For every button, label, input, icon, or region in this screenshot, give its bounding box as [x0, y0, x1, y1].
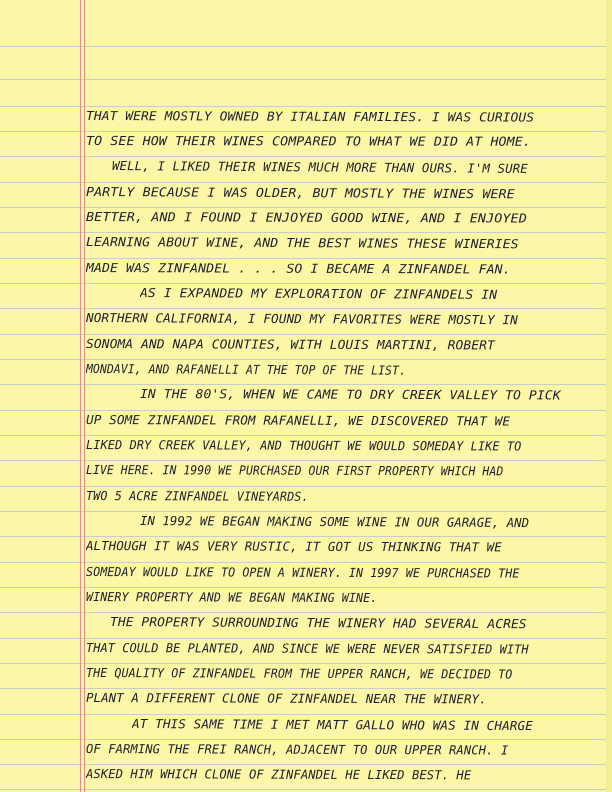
- text-line: IN THE 80'S, WHEN WE CAME TO DRY CREEK VALLEY TO PICK: [139, 386, 561, 403]
- text-line: OF FARMING THE FREI RANCH, ADJACENT TO OUR UPPER RANCH. I: [85, 741, 509, 758]
- text-line: PARTLY BECAUSE I WAS OLDER, BUT MOSTLY THE WINES WERE: [85, 184, 515, 202]
- text-line: LIKED DRY CREEK VALLEY, AND THOUGHT WE WOULD SOMEDAY LIKE TO: [85, 437, 522, 454]
- text-line: THAT COULD BE PLANTED, AND SINCE WE WERE NEVER SATISFIED WITH: [85, 640, 529, 657]
- text-line: PLANT A DIFFERENT CLONE OF ZINFANDEL NEAR THE WINERY.: [85, 690, 487, 707]
- text-line: NORTHERN CALIFORNIA, I FOUND MY FAVORITES WERE MOSTLY IN: [85, 310, 518, 328]
- text-line: THE QUALITY OF ZINFANDEL FROM THE UPPER RANCH, WE DECIDED TO: [85, 665, 513, 682]
- text-line: MADE WAS ZINFANDEL . . . SO I BECAME A ZINFANDEL FAN.: [85, 260, 511, 277]
- text-line: AS I EXPANDED MY EXPLORATION OF ZINFANDELS IN: [139, 285, 498, 302]
- text-line: UP SOME ZINFANDEL FROM RAFANELLI, WE DISCOVERED THAT WE: [85, 412, 511, 429]
- text-line: ALTHOUGH IT WAS VERY RUSTIC, IT GOT US THINKING THAT WE: [85, 538, 502, 555]
- text-line: LIVE HERE. IN 1990 WE PURCHASED OUR FIRST PROPERTY WHICH HAD: [85, 462, 504, 479]
- text-line: THE PROPERTY SURROUNDING THE WINERY HAD SEVERAL ACRES: [109, 614, 527, 632]
- text-line: ASKED HIM WHICH CLONE OF ZINFANDEL HE LIKED BEST. HE: [85, 766, 472, 783]
- text-line: SOMEDAY WOULD LIKE TO OPEN A WINERY. IN 1997 WE PURCHASED THE: [85, 564, 520, 581]
- text-line: BETTER, AND I FOUND I ENJOYED GOOD WINE, AND I ENJOYED: [85, 209, 527, 226]
- text-line: LEARNING ABOUT WINE, AND THE BEST WINES THESE WINERIES: [85, 234, 519, 252]
- text-line: SONOMA AND NAPA COUNTIES, WITH LOUIS MARTINI, ROBERT: [85, 336, 495, 353]
- text-line: MONDAVI, AND RAFANELLI AT THE TOP OF THE LIST.: [85, 361, 406, 378]
- text-line: WINERY PROPERTY AND WE BEGAN MAKING WINE.: [85, 589, 378, 606]
- text-line: IN 1992 WE BEGAN MAKING SOME WINE IN OUR GARAGE, AND: [139, 513, 530, 531]
- text-line: TWO 5 ACRE ZINFANDEL VINEYARDS.: [85, 488, 309, 504]
- text-line: THAT WERE MOSTLY OWNED BY ITALIAN FAMILIES. I WAS CURIOUS: [85, 108, 535, 125]
- text-line: TO SEE HOW THEIR WINES COMPARED TO WHAT WE DID AT HOME.: [85, 133, 531, 149]
- text-line: AT THIS SAME TIME I MET MATT GALLO WHO WAS IN CHARGE: [131, 716, 534, 734]
- text-line: WELL, I LIKED THEIR WINES MUCH MORE THAN OURS. I'M SURE: [111, 158, 528, 176]
